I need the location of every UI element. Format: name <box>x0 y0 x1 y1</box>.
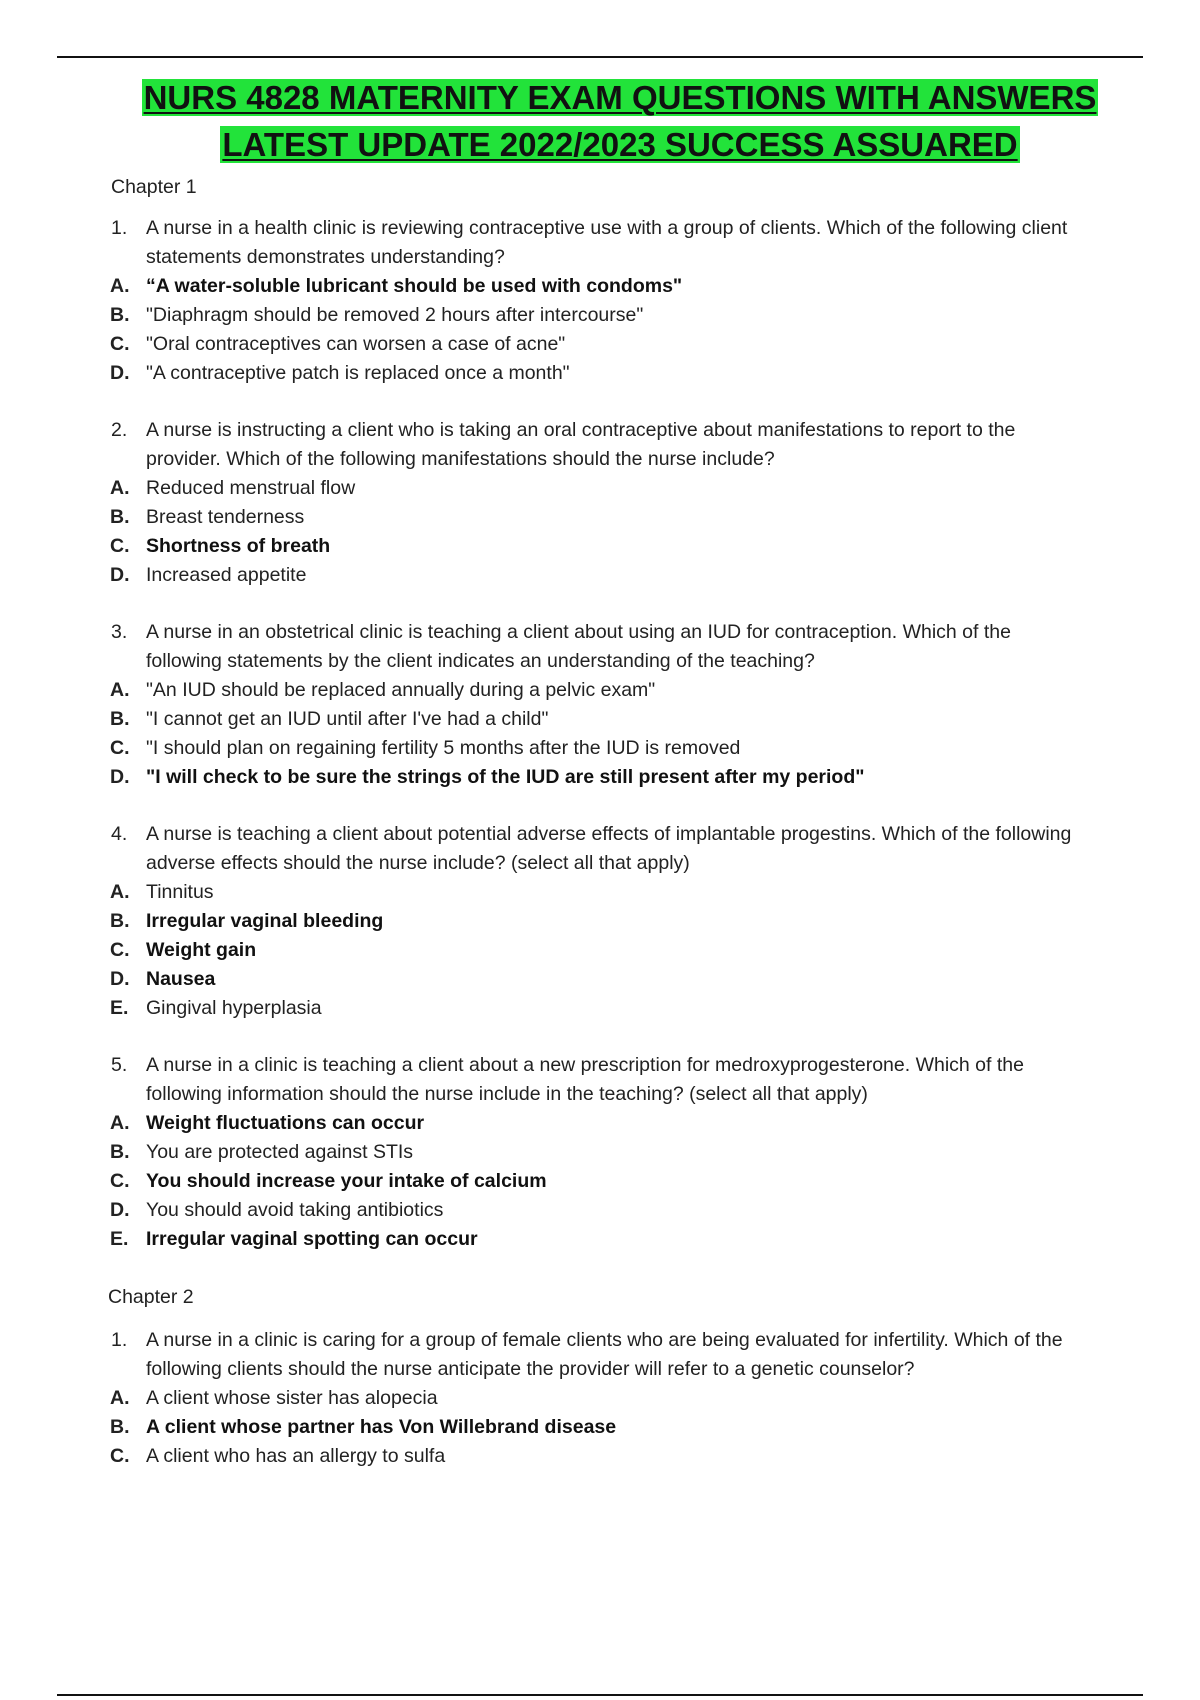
answer-option <box>0 1138 1200 1167</box>
question-text: A nurse in a health clinic is reviewing contraceptive use with a group of clients. Which of the following client statements demonstrates understanding? <box>146 217 1068 268</box>
option-text: Nausea <box>146 968 216 990</box>
title-line-2: LATEST UPDATE 2022/2023 SUCCESS ASSUARED <box>222 126 1018 163</box>
question-item <box>0 416 1200 590</box>
answer-option <box>0 330 1200 359</box>
option-text: A client who has an allergy to sulfa <box>146 1445 446 1467</box>
option-letter: D. <box>110 968 130 990</box>
option-text: "I cannot get an IUD until after I've had a child" <box>146 708 549 730</box>
option-letter: E. <box>110 997 129 1019</box>
option-text: “A water-soluble lubricant should be used with condoms" <box>146 275 683 297</box>
answer-option <box>0 907 1200 936</box>
answer-option <box>0 1225 1200 1254</box>
question-number: 5. <box>111 1054 128 1076</box>
option-letter: A. <box>110 275 130 297</box>
option-text: Reduced menstrual flow <box>146 477 356 499</box>
question-item <box>0 1051 1200 1254</box>
chapter-heading: Chapter 2 <box>108 1286 194 1308</box>
option-letter: B. <box>110 1141 130 1163</box>
option-text: Shortness of breath <box>146 535 331 557</box>
option-text: Irregular vaginal bleeding <box>146 910 384 932</box>
option-letter: A. <box>110 679 130 701</box>
option-text: "An IUD should be replaced annually during a pelvic exam" <box>146 679 656 701</box>
option-letter: A. <box>110 1112 130 1134</box>
option-text: Weight fluctuations can occur <box>146 1112 425 1134</box>
answer-option <box>0 474 1200 503</box>
answer-option <box>0 1384 1200 1413</box>
option-letter: D. <box>110 1199 130 1221</box>
question-item <box>0 618 1200 792</box>
question-item <box>0 820 1200 1023</box>
question-text: A nurse in a clinic is teaching a client about a new prescription for medroxyprogesterone. Which of the following information should the nurse include in the teaching? (select all that apply) <box>146 1054 1024 1105</box>
answer-option <box>0 1413 1200 1442</box>
answer-option <box>0 705 1200 734</box>
option-letter: A. <box>110 1387 130 1409</box>
chapter-heading: Chapter 1 <box>111 176 197 198</box>
option-letter: B. <box>110 1416 130 1438</box>
answer-option <box>0 1167 1200 1196</box>
answer-option <box>0 965 1200 994</box>
answer-option <box>0 763 1200 792</box>
option-letter: A. <box>110 881 130 903</box>
option-text: Weight gain <box>146 939 257 961</box>
answer-option <box>0 676 1200 705</box>
option-text: Breast tenderness <box>146 506 305 528</box>
bottom-rule <box>57 1694 1143 1696</box>
option-letter: C. <box>110 333 130 355</box>
answer-option <box>0 532 1200 561</box>
option-text: "I should plan on regaining fertility 5 months after the IUD is removed <box>146 737 741 759</box>
option-text: Irregular vaginal spotting can occur <box>146 1228 478 1250</box>
option-text: "Oral contraceptives can worsen a case of acne" <box>146 333 566 355</box>
question-number: 2. <box>111 419 128 441</box>
option-text: A client whose sister has alopecia <box>146 1387 438 1409</box>
option-letter: B. <box>110 910 130 932</box>
option-letter: E. <box>110 1228 129 1250</box>
option-letter: C. <box>110 737 130 759</box>
option-letter: C. <box>110 535 130 557</box>
answer-option <box>0 359 1200 388</box>
answer-option <box>0 936 1200 965</box>
answer-option <box>0 734 1200 763</box>
answer-option <box>0 503 1200 532</box>
document-title <box>100 74 1140 168</box>
option-text: "A contraceptive patch is replaced once a month" <box>146 362 570 384</box>
option-text: Gingival hyperplasia <box>146 997 322 1019</box>
option-letter: C. <box>110 1170 130 1192</box>
document-body <box>0 172 1200 1499</box>
question-text: A nurse in a clinic is caring for a group of female clients who are being evaluated for infertility. Which of the following clients should the nurse anticipate the provider will refer to a genetic counselor? <box>146 1329 1063 1380</box>
option-text: Tinnitus <box>146 881 214 903</box>
option-letter: A. <box>110 477 130 499</box>
answer-option <box>0 301 1200 330</box>
title-line-1: NURS 4828 MATERNITY EXAM QUESTIONS WITH ANSWERS <box>143 79 1097 116</box>
answer-option <box>0 878 1200 907</box>
option-text: "I will check to be sure the strings of the IUD are still present after my period" <box>146 766 865 788</box>
question-item <box>0 1326 1200 1471</box>
answer-option <box>0 1196 1200 1225</box>
option-text: Increased appetite <box>146 564 307 586</box>
question-number: 1. <box>111 217 128 239</box>
option-letter: D. <box>110 766 130 788</box>
question-text: A nurse is instructing a client who is taking an oral contraceptive about manifestations to report to the provider. Which of the following manifestations should the nurse include? <box>146 419 1016 470</box>
option-text: You are protected against STIs <box>146 1141 414 1163</box>
answer-option <box>0 272 1200 301</box>
top-rule <box>57 56 1143 58</box>
answer-option <box>0 561 1200 590</box>
option-letter: C. <box>110 1445 130 1467</box>
question-number: 4. <box>111 823 128 845</box>
answer-option <box>0 1442 1200 1471</box>
option-letter: D. <box>110 362 130 384</box>
question-number: 1. <box>111 1329 128 1351</box>
question-text: A nurse in an obstetrical clinic is teaching a client about using an IUD for contraception. Which of the following statements by the client indicates an understanding of the teaching? <box>146 621 1011 672</box>
option-text: "Diaphragm should be removed 2 hours after intercourse" <box>146 304 644 326</box>
option-letter: D. <box>110 564 130 586</box>
option-letter: B. <box>110 304 130 326</box>
option-text: You should increase your intake of calcium <box>146 1170 547 1192</box>
option-letter: C. <box>110 939 130 961</box>
option-letter: B. <box>110 708 130 730</box>
option-text: A client whose partner has Von Willebrand disease <box>146 1416 617 1438</box>
question-text: A nurse is teaching a client about potential adverse effects of implantable progestins. Which of the following adverse effects should the nurse include? (select all that apply) <box>146 823 1072 874</box>
answer-option <box>0 994 1200 1023</box>
question-number: 3. <box>111 621 128 643</box>
option-letter: B. <box>110 506 130 528</box>
option-text: You should avoid taking antibiotics <box>146 1199 444 1221</box>
answer-option <box>0 1109 1200 1138</box>
question-item <box>0 214 1200 388</box>
